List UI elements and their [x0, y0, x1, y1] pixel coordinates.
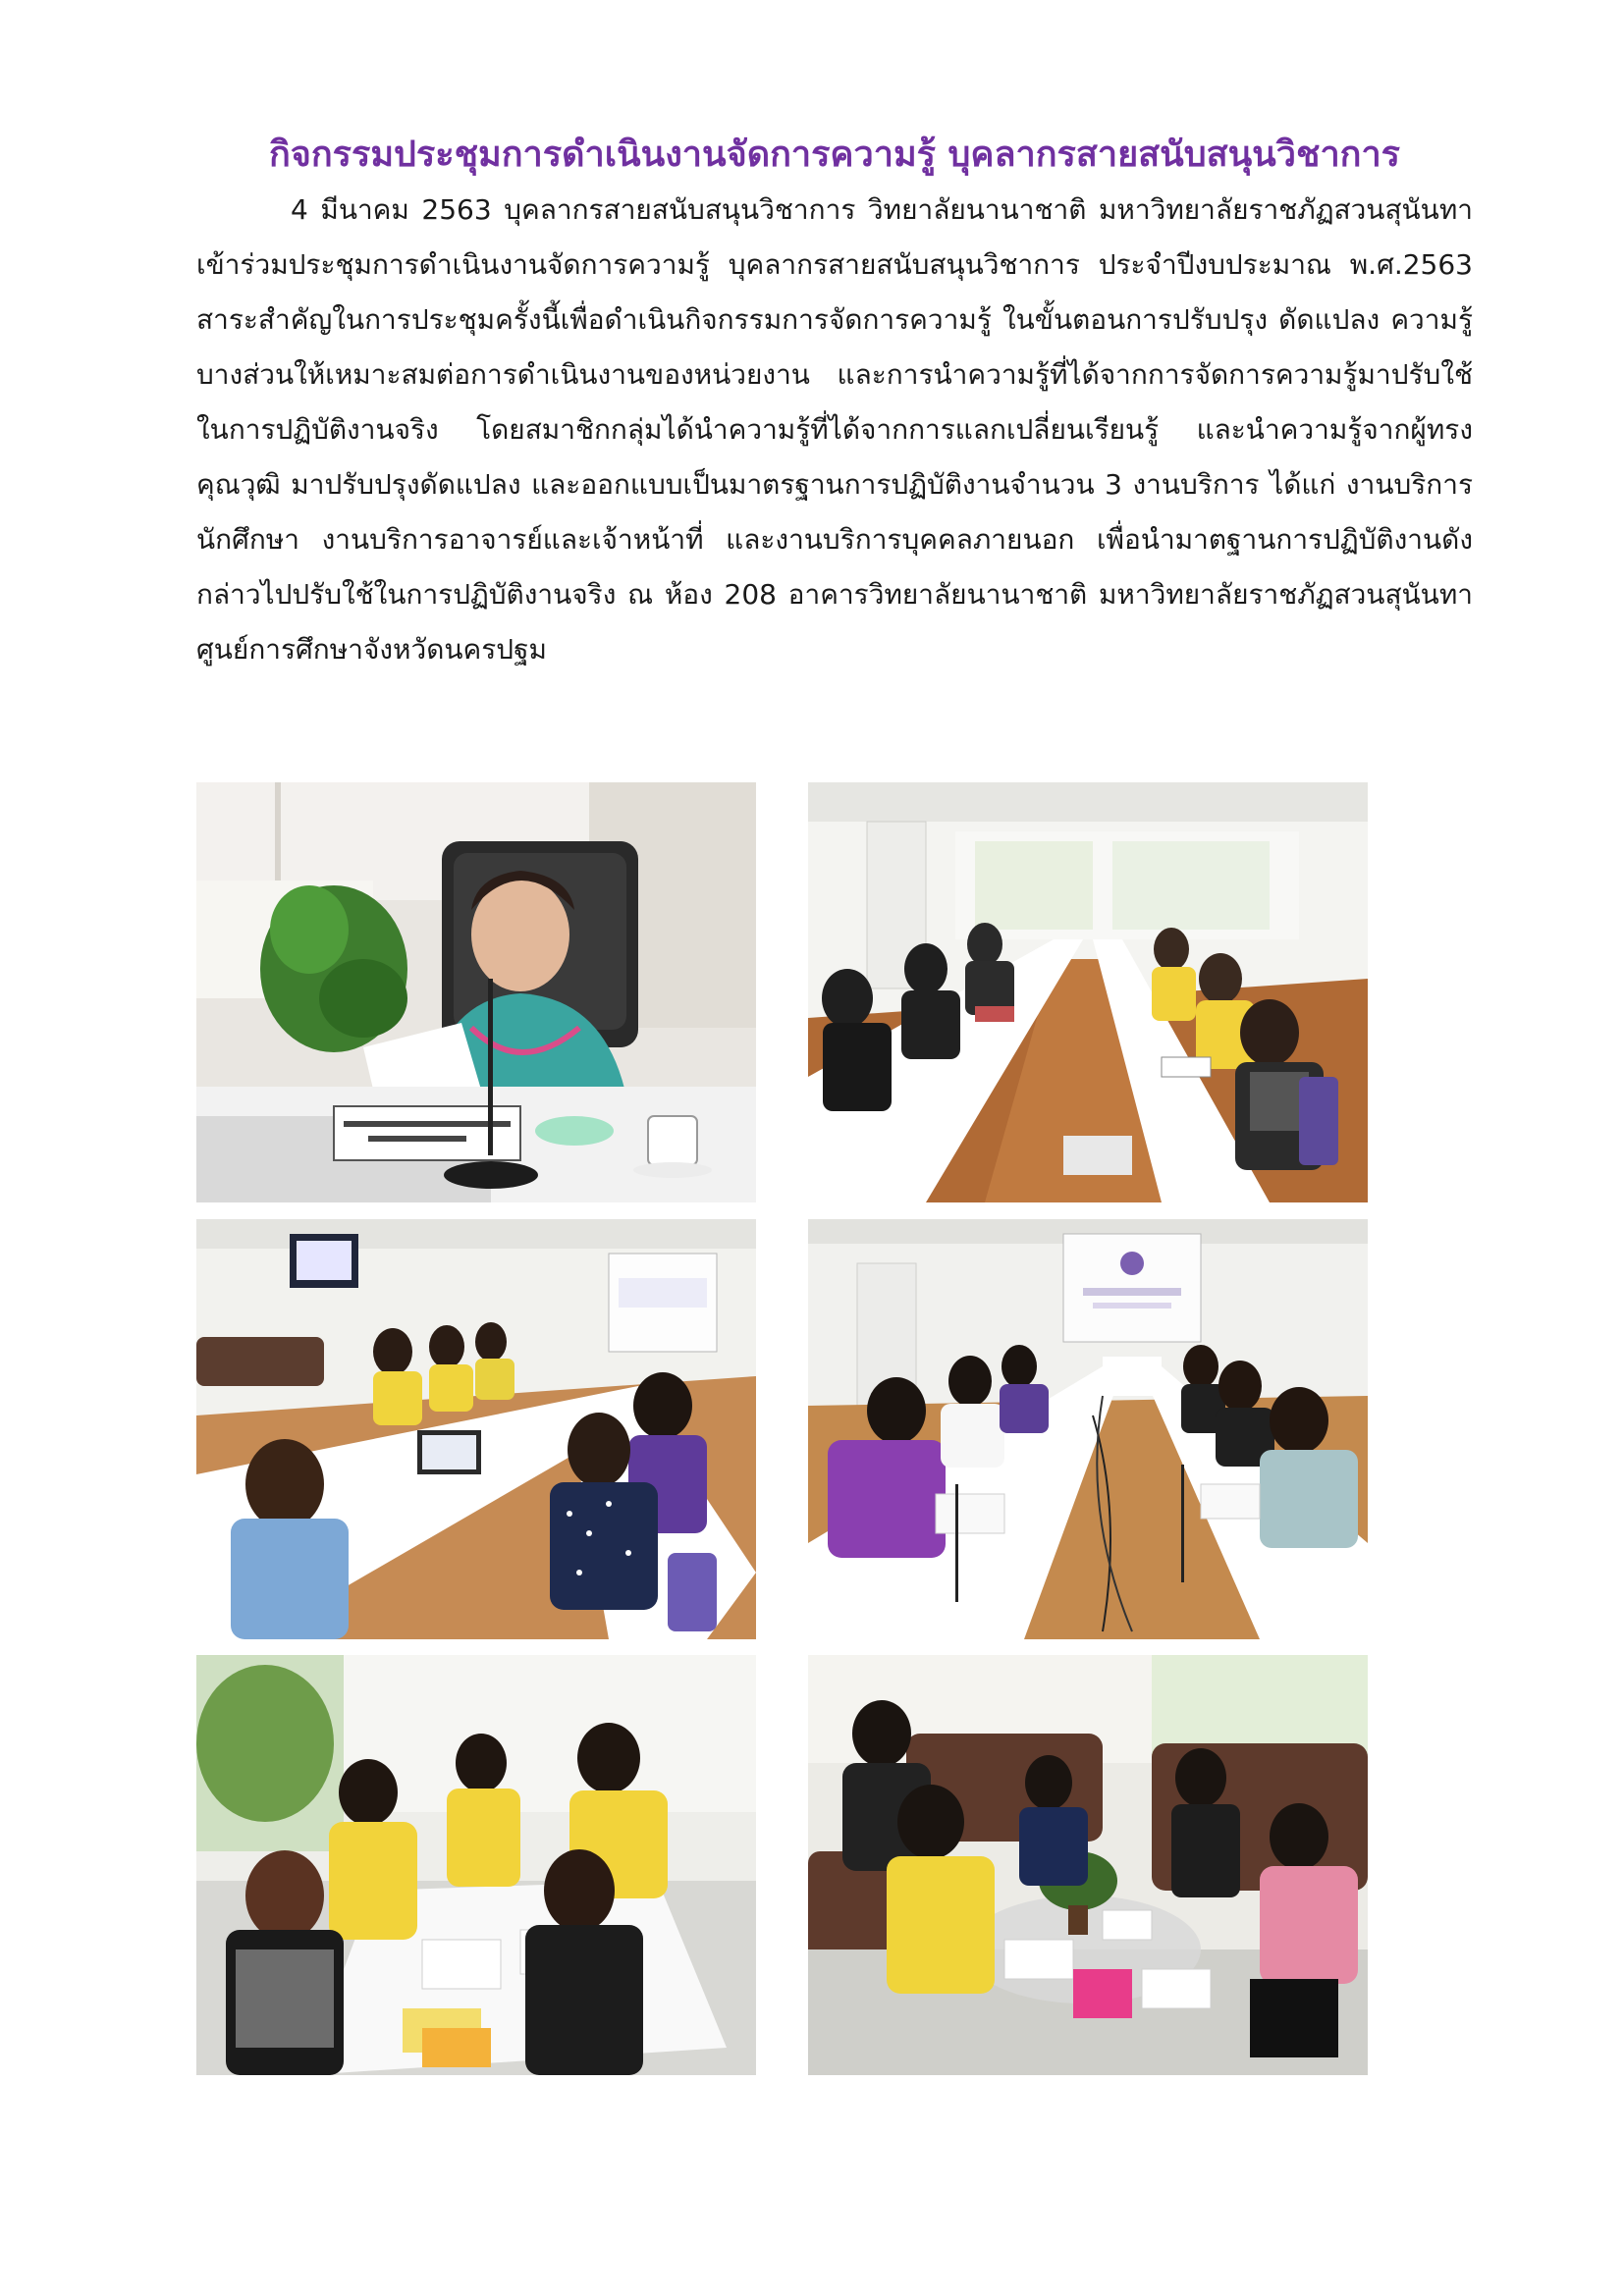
photo-meeting-with-screen-left	[196, 1219, 756, 1639]
page-title: กิจกรรมประชุมการดำเนินงานจัดการความรู้ บุคลากรสายสนับสนุนวิชาการ	[268, 134, 1401, 175]
photo-group-discussion-sofa	[808, 1655, 1368, 2075]
photo-group-discussion-yellow	[196, 1655, 756, 2075]
photo-speaker-at-desk	[196, 782, 756, 1202]
body-paragraph: 4 มีนาคม 2563 บุคลากรสายสนับสนุนวิชาการ วิทยาลัยนานาชาติ มหาวิทยาลัยราชภัฏสวนสุนันทา เข้าร่วมประชุมการดำเนินงานจัดการความรู้ บุคลากรสายสนับสนุนวิชาการ ประจำปีงบประมาณ พ.ศ.2563 สาระสำคัญในการประชุมครั้งนี้เพื่อดำเนินกิจกรรมการจัดการความรู้ ในขั้นตอนการปรับปรุง ดัดแปลง ความรู้บางส่วนให้เหมาะสมต่อการดำเนินงานของหน่วยงาน และการนำความรู้ที่ได้จากการจัดการความรู้มาปรับใช้ในการปฏิบัติงานจริง โดยสมาชิกกลุ่มได้นำความรู้ที่ได้จากการแลกเปลี่ยนเรียนรู้ และนำความรู้จากผู้ทรงคุณวุฒิ มาปรับปรุงดัดแปลง และออกแบบเป็นมาตรฐานการปฏิบัติงานจำนวน 3 งานบริการ ได้แก่ งานบริการนักศึกษา งานบริการอาจารย์และเจ้าหน้าที่ และงานบริการบุคคลภายนอก เพื่อนำมาตฐานการปฏิบัติงานดังกล่าวไปปรับใช้ในการปฏิบัติงานจริง ณ ห้อง 208 อาคารวิทยาลัยนานาชาติ มหาวิทยาลัยราชภัฏสวนสุนันทา ศูนย์การศึกษาจังหวัดนครปฐม	[196, 193, 1473, 666]
photo-meeting-room-long-table	[808, 782, 1368, 1202]
photo-meeting-with-screen-right	[808, 1219, 1368, 1639]
